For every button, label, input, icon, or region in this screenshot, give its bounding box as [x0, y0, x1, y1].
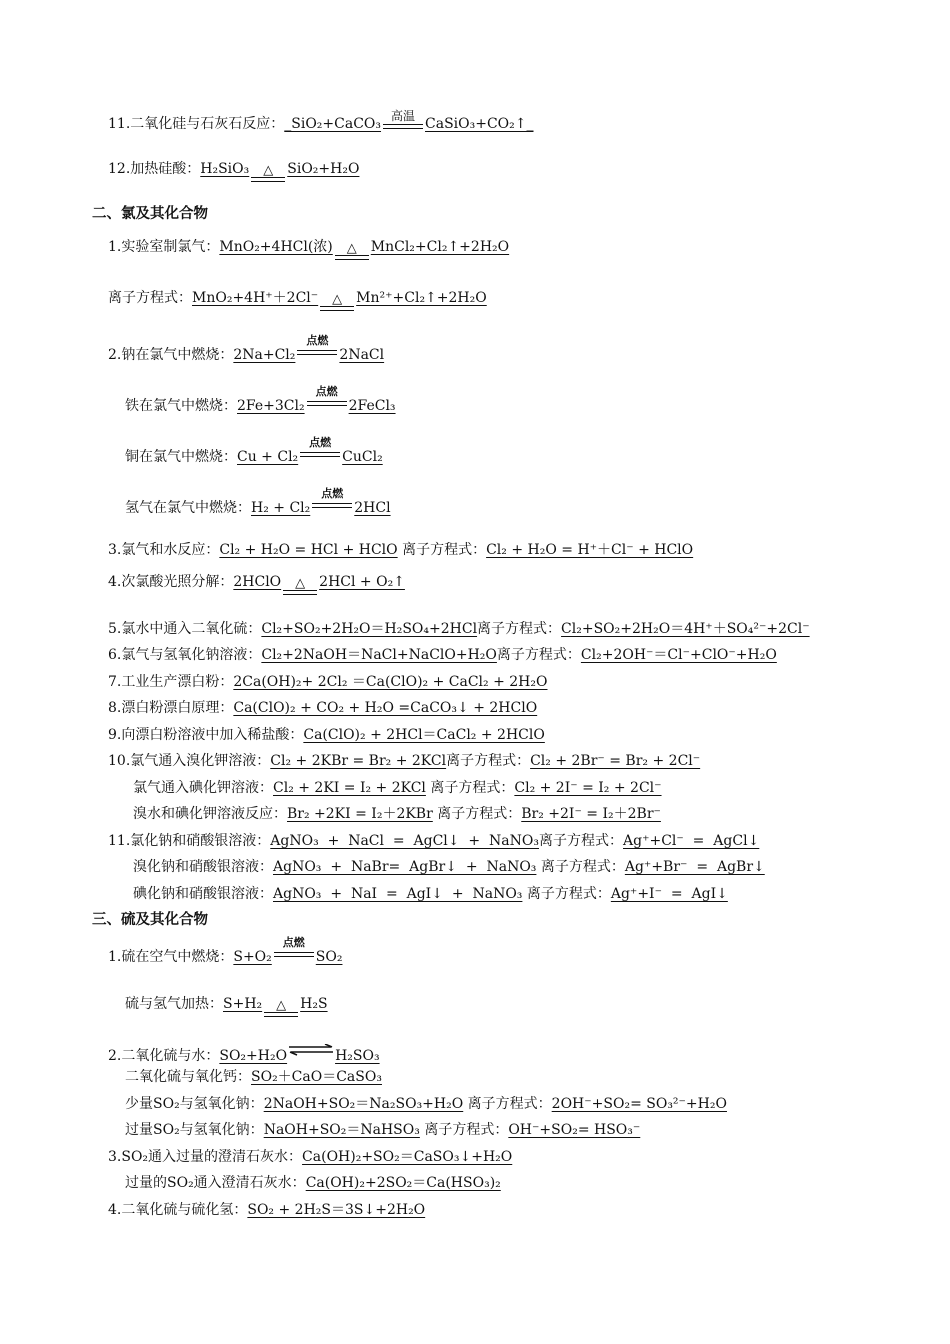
equation-line-so2-water — [108, 1042, 380, 1065]
reactants: Cu + Cl₂ — [237, 449, 299, 465]
line-prefix: 1.实验室制氯气： — [108, 239, 220, 255]
high-temp-condition: 高温 — [383, 110, 423, 128]
ignite-condition: 点燃 — [312, 494, 352, 512]
ionic-equation: Br₂ +2I⁻ = I₂＋2Br⁻ — [521, 806, 661, 822]
ion-label: 离子方程式： — [467, 1096, 552, 1112]
line-prefix: 6.氯气与氢氧化钠溶液： — [108, 647, 262, 663]
reactants: SO₂+H₂O — [219, 1048, 288, 1064]
heat-condition: △ — [283, 568, 317, 586]
equation-line-s-h2 — [125, 990, 328, 1013]
line-prefix: 12.加热硅酸： — [108, 161, 201, 177]
line-prefix: 11.氯化钠和硝酸银溶液： — [108, 833, 271, 849]
heat-condition: △ — [335, 233, 369, 251]
products: SO₂ — [315, 949, 343, 965]
ionic-equation: Ag⁺+Cl⁻ = AgCl↓ — [623, 833, 760, 849]
heat-condition: △ — [320, 284, 354, 302]
equation-line-so2-h2s — [108, 1201, 425, 1219]
equation: Ca(OH)₂+2SO₂＝Ca(HSO₃)₂ — [305, 1175, 501, 1191]
reactants: S+O₂ — [233, 949, 272, 965]
line-prefix: 11.二氧化硅与石灰石反应： — [108, 116, 285, 132]
line-prefix: 7.工业生产漂白粉： — [108, 674, 234, 690]
equation-line-h2-cl2 — [125, 487, 391, 517]
equation: Cl₂ + 2KBr = Br₂ + 2KCl — [270, 753, 447, 769]
ignite-condition: 点燃 — [274, 943, 314, 961]
ionic-equation: Cl₂+SO₂+2H₂O＝4H⁺＋SO₄²⁻+2Cl⁻ — [561, 621, 810, 637]
line-prefix: 硫与氢气加热： — [125, 996, 223, 1012]
equation-line-bleach-production — [108, 673, 547, 691]
heat-condition: △ — [251, 155, 285, 173]
line-prefix: 4.次氯酸光照分解： — [108, 574, 234, 590]
equation: 2Ca(OH)₂+ 2Cl₂ ＝Ca(ClO)₂ + CaCl₂ + 2H₂O — [233, 674, 548, 690]
ionic-equation: Cl₂ + 2Br⁻ = Br₂ + 2Cl⁻ — [530, 753, 701, 769]
ionic-equation: Cl₂ + 2I⁻ = I₂ + 2Cl⁻ — [514, 780, 662, 796]
equation: Ca(ClO)₂ + 2HCl＝CaCl₂ + 2HClO — [303, 727, 545, 743]
equation-line-hclo — [108, 568, 405, 591]
ionic-equation: Ag⁺+Br⁻ = AgBr↓ — [624, 859, 765, 875]
line-prefix: 2.二氧化硫与水： — [108, 1048, 220, 1064]
equation: NaOH+SO₂＝NaHSO₃ — [263, 1122, 420, 1138]
ion-label: 离子方程式： — [477, 621, 562, 637]
equation-line-nabr-agno3 — [133, 858, 765, 876]
products: 2NaCl — [339, 347, 385, 363]
equation: Cl₂ + 2KI = I₂ + 2KCl — [273, 780, 426, 796]
equation-line-h2sio3 — [108, 155, 359, 178]
equation-line-na-cl2 — [108, 334, 385, 364]
heat-condition: △ — [264, 990, 298, 1008]
equation-line-little-so2-naoh — [125, 1095, 727, 1113]
products: 2HCl — [354, 500, 391, 516]
reactants: 2Na+Cl₂ — [233, 347, 296, 363]
line-prefix: 离子方程式： — [108, 290, 192, 306]
ignite-condition: 点燃 — [307, 392, 347, 410]
products: 2HCl + O₂↑ — [319, 574, 405, 590]
line-prefix: 二氧化硫与氧化钙： — [125, 1069, 251, 1085]
line-prefix: 铜在氯气中燃烧： — [125, 449, 237, 465]
line-prefix: 2.钠在氯气中燃烧： — [108, 347, 234, 363]
reactants: S+H₂ — [223, 996, 263, 1012]
equation-line-cl2-naoh — [108, 646, 777, 664]
ion-label: 离子方程式： — [526, 886, 611, 902]
products: SiO₂+H₂O — [287, 161, 360, 177]
reactants: 2Fe+3Cl₂ — [237, 398, 305, 414]
equation-line-s-o2 — [108, 936, 343, 966]
equation-line-cl2-kbr — [108, 752, 700, 770]
line-prefix: 氯气通入碘化钾溶液： — [133, 780, 273, 796]
ion-label: 离子方程式： — [539, 833, 623, 849]
ion-label: 离子方程式： — [446, 753, 531, 769]
line-prefix: 9.向漂白粉溶液中加入稀盐酸： — [108, 727, 304, 743]
equation-line-fe-cl2 — [125, 385, 396, 415]
reactants: _SiO₂+CaCO₃ — [284, 116, 382, 132]
section-heading-sulfur: 三、硫及其化合物 — [92, 912, 208, 928]
line-prefix: 少量SO₂与氢氧化钠： — [125, 1096, 264, 1112]
line-prefix: 溴水和碘化钾溶液反应： — [133, 806, 287, 822]
ionic-equation: Cl₂ + H₂O = H⁺＋Cl⁻ + HClO — [486, 542, 694, 558]
section-heading-chlorine: 二、氯及其化合物 — [92, 206, 208, 222]
equation-line-cl2-water — [108, 541, 693, 559]
equation-line-lab-chlorine-ionic — [108, 284, 487, 307]
line-prefix: 过量SO₂与氢氧化钠： — [125, 1122, 264, 1138]
equation-line-so2-cao — [125, 1068, 382, 1086]
equation: Br₂ +2KI = I₂＋2KBr — [287, 806, 433, 822]
line-prefix: 1.硫在空气中燃烧： — [108, 949, 234, 965]
equation-line-nacl-agno3 — [108, 832, 759, 850]
equation-line-bleach-hcl — [108, 726, 545, 744]
equation: SO₂ + 2H₂S＝3S↓+2H₂O — [247, 1202, 426, 1218]
products: 2FeCl₃ — [348, 398, 396, 414]
reactants: MnO₂+4HCl(浓) — [219, 239, 333, 255]
equation-line-cl2-so2 — [108, 620, 810, 638]
reactants: H₂ + Cl₂ — [251, 500, 311, 516]
equation: Ca(ClO)₂ + CO₂ + H₂O =CaCO₃↓ + 2HClO — [233, 700, 538, 716]
equation: Cl₂+2NaOH＝NaCl+NaClO+H₂O — [261, 647, 497, 663]
ionic-equation: 2OH⁻+SO₂= SO₃²⁻+H₂O — [551, 1096, 727, 1112]
line-prefix: 3.氯气和水反应： — [108, 542, 220, 558]
line-prefix: 4.二氧化硫与硫化氢： — [108, 1202, 248, 1218]
line-prefix: 8.漂白粉漂白原理： — [108, 700, 234, 716]
equation-line-so2-limewater — [108, 1148, 512, 1166]
ionic-equation: Cl₂+2OH⁻＝Cl⁻+ClO⁻+H₂O — [580, 647, 777, 663]
ignite-condition: 点燃 — [300, 443, 340, 461]
equation-line-cu-cl2 — [125, 436, 383, 466]
products: H₂SO₃ — [335, 1048, 380, 1064]
products: CuCl₂ — [342, 449, 383, 465]
ion-label: 离子方程式： — [437, 806, 522, 822]
equation-line-sio2-caco3 — [108, 110, 534, 133]
equation: AgNO₃ + NaBr= AgBr↓ + NaNO₃ — [273, 859, 537, 875]
line-prefix: 碘化钠和硝酸银溶液： — [133, 886, 273, 902]
reversible-arrow-icon — [287, 1042, 335, 1060]
reactants: 2HClO — [233, 574, 282, 590]
reactants: MnO₂+4H⁺＋2Cl⁻ — [192, 290, 319, 306]
equation-line-br2-ki — [133, 805, 661, 823]
ion-label: 离子方程式： — [430, 780, 515, 796]
ion-label: 离子方程式： — [540, 859, 625, 875]
equation-line-cl2-ki — [133, 779, 662, 797]
line-prefix: 5.氯水中通入二氧化硫： — [108, 621, 262, 637]
ionic-equation: Ag⁺+I⁻ = AgI↓ — [610, 886, 728, 902]
ionic-equation: OH⁻+SO₂= HSO₃⁻ — [508, 1122, 641, 1138]
equation: SO₂＋CaO＝CaSO₃ — [251, 1069, 382, 1085]
equation: Cl₂ + H₂O = HCl + HClO — [219, 542, 398, 558]
products: CaSiO₃+CO₂↑_ — [425, 116, 534, 132]
ion-label: 离子方程式： — [424, 1122, 509, 1138]
line-prefix: 氢气在氯气中燃烧： — [125, 500, 251, 516]
equation: AgNO₃ + NaCl = AgCl↓ + NaNO₃ — [270, 833, 539, 849]
equation: AgNO₃ + NaI = AgI↓ + NaNO₃ — [273, 886, 523, 902]
products: Mn²⁺+Cl₂↑+2H₂O — [356, 290, 487, 306]
line-prefix: 溴化钠和硝酸银溶液： — [133, 859, 273, 875]
line-prefix: 过量的SO₂通入澄清石灰水： — [125, 1175, 306, 1191]
line-prefix: 3.SO₂通入过量的澄清石灰水： — [108, 1149, 303, 1165]
line-prefix: 铁在氯气中燃烧： — [125, 398, 237, 414]
equation-line-bleach-principle — [108, 699, 537, 717]
ion-label: 离子方程式： — [496, 647, 581, 663]
products: MnCl₂+Cl₂↑+2H₂O — [370, 239, 510, 255]
equation-line-excess-so2-limewater — [125, 1174, 501, 1192]
equation-line-nai-agno3 — [133, 885, 728, 903]
equation: Cl₂+SO₂+2H₂O＝H₂SO₄+2HCl — [261, 621, 478, 637]
equation-line-lab-chlorine — [108, 233, 509, 256]
equation: 2NaOH+SO₂＝Na₂SO₃+H₂O — [263, 1096, 464, 1112]
products: H₂S — [300, 996, 328, 1012]
equation-line-excess-so2-naoh — [125, 1121, 640, 1139]
ignite-condition: 点燃 — [297, 341, 337, 359]
equation: Ca(OH)₂+SO₂＝CaSO₃↓+H₂O — [302, 1149, 513, 1165]
reactants: H₂SiO₃ — [200, 161, 250, 177]
ion-label: 离子方程式： — [402, 542, 487, 558]
line-prefix: 10.氯气通入溴化钾溶液： — [108, 753, 271, 769]
